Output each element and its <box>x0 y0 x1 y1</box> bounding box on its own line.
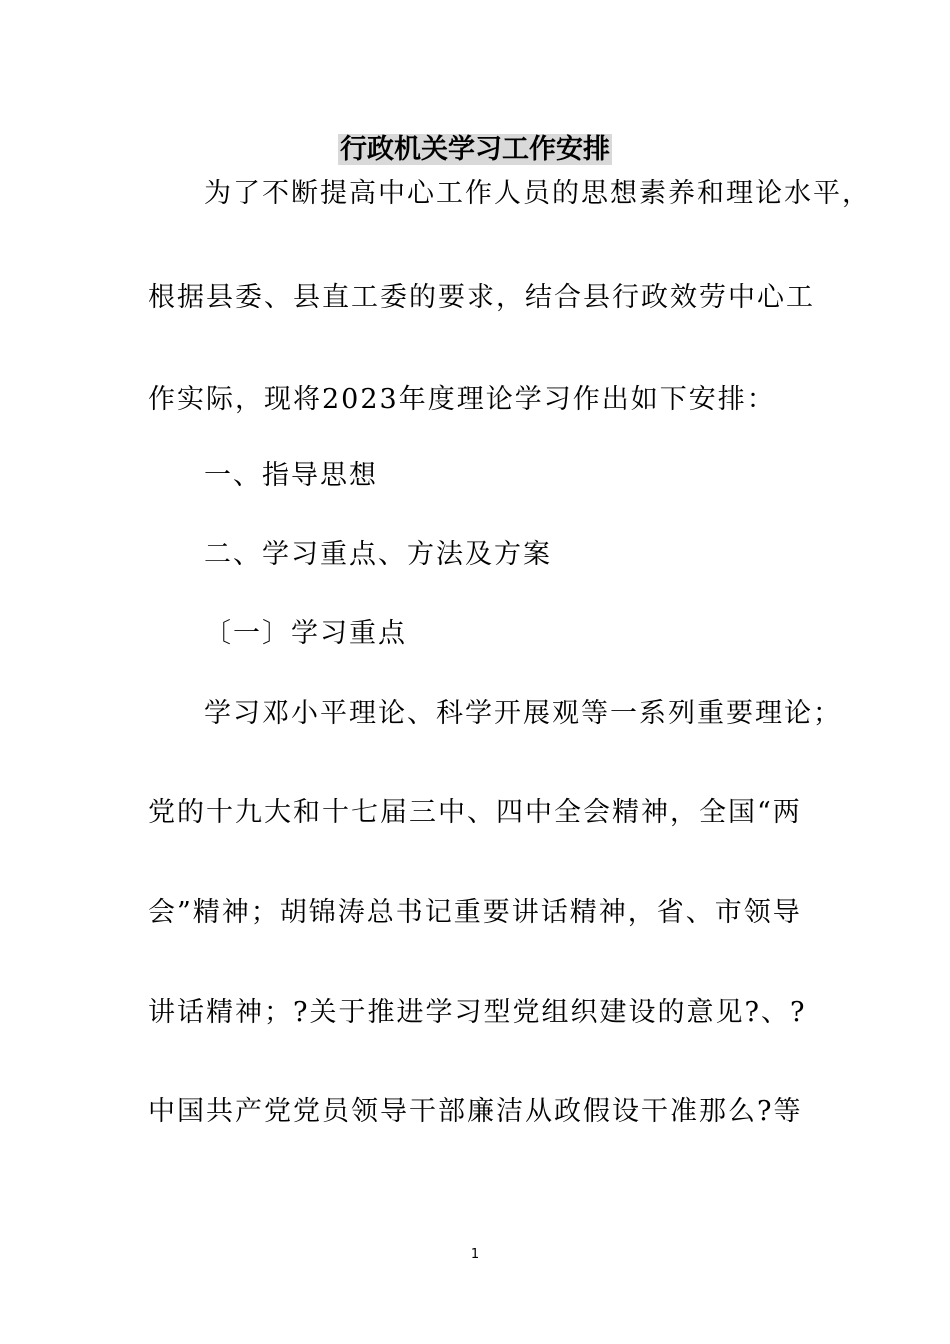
section-heading: 一、指导思想 <box>204 460 378 491</box>
subsection-heading: 〔一〕学习重点 <box>204 618 407 649</box>
paragraph-line: 党的十九大和十七届三中、四中全会精神，全国“两 <box>148 797 802 828</box>
page-number: 1 <box>470 1247 480 1262</box>
paragraph-line: 会”精神；胡锦涛总书记重要讲话精神，省、市领导 <box>148 897 802 928</box>
document-title <box>0 130 950 170</box>
paragraph-line: 为了不断提高中心工作人员的思想素养和理论水平， <box>204 178 871 209</box>
section-heading: 二、学习重点、方法及方案 <box>204 539 552 570</box>
paragraph-line: 学习邓小平理论、科学开展观等一系列重要理论； <box>204 698 842 729</box>
paragraph-line: 中国共产党党员领导干部廉洁从政假设干准那么?等 <box>148 1096 803 1127</box>
paragraph-line: 作实际，现将2023年度理论学习作出如下安排： <box>148 384 776 415</box>
document-title-text: 行政机关学习工作安排 <box>340 134 610 165</box>
paragraph-line: 根据县委、县直工委的要求，结合县行政效劳中心工 <box>148 282 815 313</box>
paragraph-line: 讲话精神；?关于推进学习型党组织建设的意见?、? <box>148 997 807 1028</box>
